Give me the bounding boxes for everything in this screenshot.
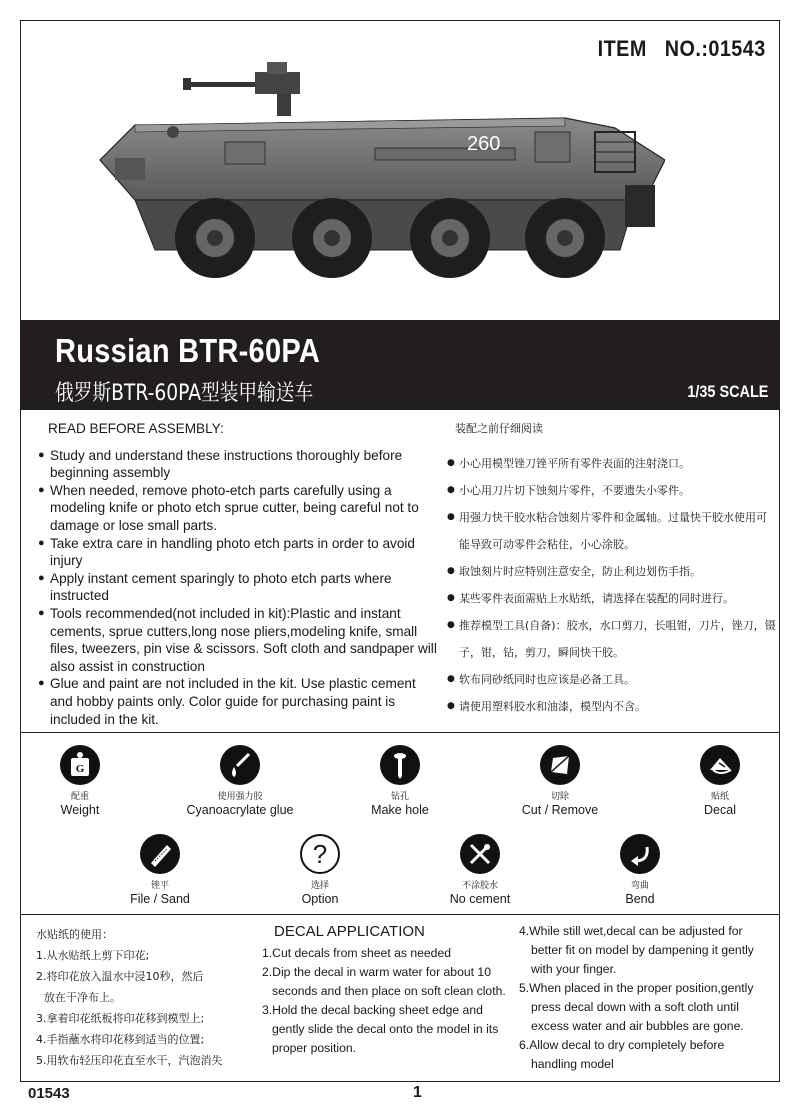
legend-label-en: Decal	[704, 803, 736, 817]
legend-label-cn: 切除	[550, 792, 569, 802]
legend-label-en: File / Sand	[130, 892, 190, 906]
list-item: ● Glue and paint are not included in the kit. Use plastic cement and hobby paints only. Color guide for purchasing paint is included in the kit.	[38, 675, 438, 728]
decal-step-cont: with your finger.	[531, 962, 617, 976]
title-english: Russian BTR-60PA	[55, 332, 321, 369]
decal-step-cont: better fit on model by dampening it gently	[531, 943, 754, 957]
list-item: ● 取蚀刻片时应特别注意安全，防止利边划伤手指。	[447, 558, 777, 585]
legend-label-cn: 钻孔	[390, 792, 409, 802]
read-before-heading: READ BEFORE ASSEMBLY:	[48, 421, 224, 436]
legend-label-cn: 选择	[310, 881, 329, 891]
list-item: ● 小心用刀片切下蚀刻片零件，不要遗失小零件。	[447, 477, 777, 504]
list-item: ● 用强力快干胶水粘合蚀刻片零件和金属轴。过量快干胶水使用可能导致可动零件会粘住，小心涂胶。	[447, 504, 777, 558]
decal-step-cont: seconds and then place on soft clean cloth.	[272, 984, 506, 998]
decal-step: 2.Dip the decal in warm water for about 10	[262, 965, 491, 979]
decal-step-cont: gently slide the decal onto the model in its	[272, 1022, 499, 1036]
cut-icon	[540, 745, 580, 785]
decal-line-cn: 5.用软布轻压印花直至水干，汽泡消失	[36, 1054, 223, 1067]
legend-glue	[170, 745, 310, 817]
legend-bend	[570, 834, 710, 906]
weight-letter: G	[75, 763, 85, 775]
legend-label-cn: 贴纸	[710, 792, 729, 802]
decal-instructions-english	[262, 922, 524, 1058]
list-item: ● 小心用模型锉刀锉平所有零件表面的注射浇口。	[447, 450, 777, 477]
legend-label-en: Cyanoacrylate glue	[186, 803, 294, 817]
legend-file	[90, 834, 230, 906]
legend-label-en: Make hole	[371, 803, 429, 817]
legend-label-en: Weight	[60, 803, 100, 817]
no-cement-icon	[460, 834, 500, 874]
legend-label-en: Bend	[625, 892, 655, 906]
legend-drill	[330, 745, 470, 817]
legend-option	[250, 834, 390, 906]
decal-line-cn: 4.手指蘸水将印花移到适当的位置;	[36, 1033, 205, 1046]
decal-line-cn: 2.将印花放入温水中浸10秒，然后	[36, 970, 204, 983]
decal-icon	[700, 745, 740, 785]
decal-step-cont: press decal down with a soft cloth until	[531, 1000, 739, 1014]
list-item: ● Study and understand these instructions thoroughly before beginning assembly	[38, 447, 438, 482]
legend-label-cn: 配重	[70, 792, 89, 802]
legend-label-cn: 弯曲	[630, 881, 649, 891]
option-symbol: ?	[312, 838, 328, 869]
glue-drop-icon	[220, 745, 260, 785]
legend-label-cn: 锉平	[150, 881, 169, 891]
decal-instructions-english-right	[519, 922, 775, 1074]
read-before-english	[38, 420, 438, 728]
read-before-list	[38, 447, 438, 729]
decal-step-cont: handling model	[531, 1057, 614, 1071]
legend-label-en: No cement	[449, 892, 511, 906]
title-chinese: 俄罗斯BTR-60PA型装甲输送车	[55, 381, 314, 406]
legend-label-cn: 使用强力胶	[217, 792, 263, 802]
legend-label-en: Cut / Remove	[521, 803, 599, 817]
decal-step-cont: proper position.	[272, 1041, 357, 1055]
divider	[21, 914, 779, 915]
list-item: ● When needed, remove photo-etch parts carefully using a modeling knife or photo etch sprue cutter, being careful not to damage or lose small parts.	[38, 482, 438, 535]
list-item: ● 推荐模型工具(自备)：胶水，水口剪刀，长咀钳，刀片，锉刀，镊子，钳，钻，剪刀，瞬间快干胶。	[447, 612, 777, 666]
decal-step-cont: excess water and air bubbles are gone.	[531, 1019, 744, 1033]
machine-gun	[183, 62, 300, 116]
decal-step: 4.While still wet,decal can be adjusted for	[519, 924, 743, 938]
decal-heading: DECAL APPLICATION	[274, 923, 425, 940]
item-number-header	[598, 36, 766, 62]
drill-icon	[380, 745, 420, 785]
legend-weight	[10, 745, 150, 817]
legend-label-cn: 不涂胶水	[461, 881, 498, 891]
decal-line-cn: 1.从水贴纸上剪下印花;	[36, 949, 150, 962]
decal-step: 1.Cut decals from sheet as needed	[262, 946, 452, 960]
hull-number: 260	[467, 133, 501, 155]
weight-icon	[60, 745, 100, 785]
list-item: ● Take extra care in handling photo etch parts in order to avoid injury	[38, 535, 438, 570]
decal-line-cn: 放在干净布上。	[44, 991, 121, 1004]
decal-line-cn: 3.拿着印花纸板将印花移到模型上;	[36, 1012, 205, 1025]
item-number: NO.:01543	[665, 36, 766, 61]
read-before-chinese	[447, 420, 777, 720]
btr-60pa-illustration	[95, 60, 665, 300]
legend-decal	[650, 745, 790, 817]
list-item: ● 某些零件表面需贴上水贴纸，请选择在装配的同时进行。	[447, 585, 777, 612]
bend-icon	[620, 834, 660, 874]
decal-step: 3.Hold the decal backing sheet edge and	[262, 1003, 483, 1017]
page-number: 1	[413, 1084, 422, 1101]
decal-step: 5.When placed in the proper position,gently	[519, 981, 754, 995]
decal-heading-cn: 水贴纸的使用：	[36, 928, 113, 941]
read-before-list-cn	[447, 450, 777, 720]
decal-instructions-chinese	[36, 924, 251, 1071]
legend-no-cement	[410, 834, 550, 906]
item-label: ITEM	[597, 36, 648, 61]
question-icon	[300, 834, 340, 874]
list-item: ● 请使用塑料胶水和油漆，模型内不含。	[447, 693, 777, 720]
read-before-heading-cn: 装配之前仔细阅读	[455, 422, 543, 435]
list-item: ● Apply instant cement sparingly to photo etch parts where instructed	[38, 570, 438, 605]
decal-step: 6.Allow decal to dry completely before	[519, 1038, 725, 1052]
list-item: ● Tools recommended(not included in kit):Plastic and instant cements, sprue cutters,long nose pliers,modeling knife, small files, tweezers, pin vise & scissors. Soft cloth and sandpaper will also assist in construction	[38, 605, 438, 675]
divider	[21, 732, 779, 733]
legend-cut	[490, 745, 630, 817]
scale-label: 1/35 SCALE	[686, 382, 768, 401]
list-item: ● 软布同砂纸同时也应该是必备工具。	[447, 666, 777, 693]
footer-item-number: 01543	[28, 1085, 70, 1102]
legend-label-en: Option	[301, 892, 339, 906]
file-icon	[140, 834, 180, 874]
